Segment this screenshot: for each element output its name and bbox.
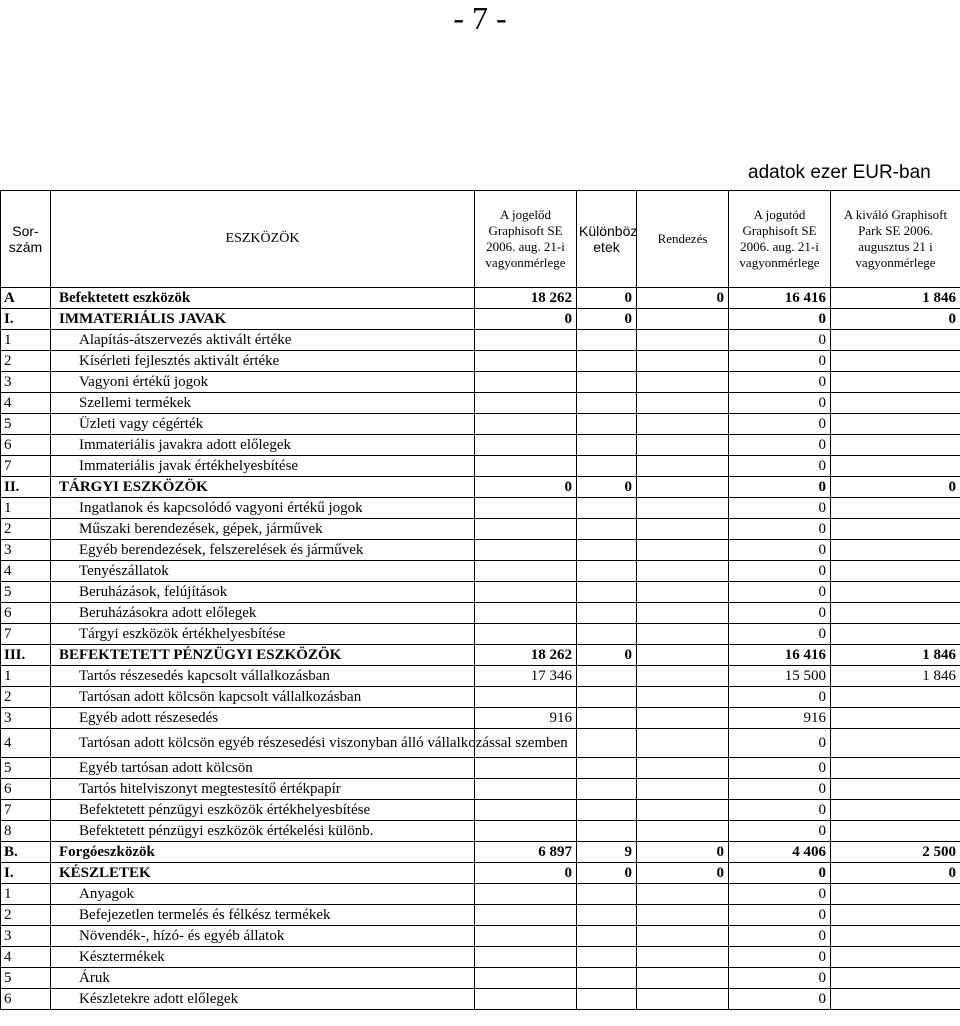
value-differences: 0 — [577, 309, 637, 330]
value-settlement — [637, 603, 729, 624]
value-successor: 0 — [729, 477, 831, 498]
value-settlement — [637, 905, 729, 926]
row-label: Tartósan adott kölcsön kapcsolt vállalkozásban — [51, 687, 475, 708]
value-successor: 0 — [729, 779, 831, 800]
value-differences — [577, 603, 637, 624]
table-header-row — [1, 191, 960, 288]
value-differences — [577, 519, 637, 540]
row-index: II. — [1, 477, 51, 498]
value-settlement — [637, 351, 729, 372]
row-index: III. — [1, 645, 51, 666]
value-spinoff — [831, 582, 960, 603]
value-predecessor — [475, 519, 577, 540]
value-differences — [577, 708, 637, 729]
value-spinoff — [831, 821, 960, 842]
table-row — [1, 863, 960, 884]
table-row — [1, 779, 960, 800]
value-settlement — [637, 821, 729, 842]
row-label: Vagyoni értékű jogok — [51, 372, 475, 393]
row-label: Üzleti vagy cégérték — [51, 414, 475, 435]
value-successor: 0 — [729, 393, 831, 414]
table-row — [1, 729, 960, 758]
table-row — [1, 477, 960, 498]
value-differences — [577, 666, 637, 687]
value-successor: 0 — [729, 561, 831, 582]
value-predecessor — [475, 968, 577, 989]
row-label: Beruházásokra adott előlegek — [51, 603, 475, 624]
table-row — [1, 687, 960, 708]
value-successor: 0 — [729, 905, 831, 926]
value-settlement — [637, 968, 729, 989]
row-label: Tárgyi eszközök értékhelyesbítése — [51, 624, 475, 645]
table-row — [1, 456, 960, 477]
value-settlement — [637, 729, 729, 758]
table-row — [1, 582, 960, 603]
table-row — [1, 498, 960, 519]
table-row — [1, 666, 960, 687]
row-index: 4 — [1, 561, 51, 582]
value-successor: 0 — [729, 309, 831, 330]
value-predecessor — [475, 435, 577, 456]
row-index: 7 — [1, 456, 51, 477]
row-label: BEFEKTETETT PÉNZÜGYI ESZKÖZÖK — [51, 645, 475, 666]
value-successor: 0 — [729, 758, 831, 779]
row-index: 1 — [1, 498, 51, 519]
value-spinoff: 0 — [831, 863, 960, 884]
row-label: IMMATERIÁLIS JAVAK — [51, 309, 475, 330]
value-differences — [577, 351, 637, 372]
value-settlement — [637, 456, 729, 477]
row-label: Késztermékek — [51, 947, 475, 968]
row-label: Befektetett eszközök — [51, 288, 475, 309]
value-successor: 916 — [729, 708, 831, 729]
row-label: Anyagok — [51, 884, 475, 905]
header-differences: Különböz etek — [577, 191, 637, 288]
row-index: A — [1, 288, 51, 309]
value-spinoff — [831, 393, 960, 414]
value-spinoff — [831, 800, 960, 821]
value-predecessor — [475, 561, 577, 582]
row-index: 6 — [1, 603, 51, 624]
table-row — [1, 393, 960, 414]
row-label: Tartósan adott kölcsön egyéb részesedési viszonyban álló vállalkozással szemben — [51, 729, 475, 758]
value-successor: 0 — [729, 800, 831, 821]
table-row — [1, 884, 960, 905]
table-row — [1, 561, 960, 582]
table-row — [1, 351, 960, 372]
row-index: 4 — [1, 729, 51, 758]
row-index: 7 — [1, 624, 51, 645]
table-body — [1, 288, 960, 1010]
value-predecessor — [475, 603, 577, 624]
table-row — [1, 330, 960, 351]
value-differences — [577, 968, 637, 989]
value-predecessor: 916 — [475, 708, 577, 729]
value-predecessor — [475, 624, 577, 645]
value-spinoff: 0 — [831, 477, 960, 498]
row-index: B. — [1, 842, 51, 863]
value-settlement — [637, 561, 729, 582]
table-row — [1, 414, 960, 435]
value-differences — [577, 905, 637, 926]
balance-sheet-table — [0, 190, 960, 1010]
value-settlement — [637, 519, 729, 540]
value-predecessor: 0 — [475, 477, 577, 498]
row-index: 2 — [1, 519, 51, 540]
value-successor: 0 — [729, 498, 831, 519]
table-row — [1, 372, 960, 393]
row-label: Készletekre adott előlegek — [51, 989, 475, 1010]
value-settlement — [637, 758, 729, 779]
value-settlement — [637, 372, 729, 393]
value-predecessor — [475, 372, 577, 393]
table-row — [1, 968, 960, 989]
value-predecessor — [475, 456, 577, 477]
row-label: Immateriális javakra adott előlegek — [51, 435, 475, 456]
value-spinoff — [831, 330, 960, 351]
value-successor: 0 — [729, 603, 831, 624]
value-successor: 0 — [729, 687, 831, 708]
table-row — [1, 800, 960, 821]
row-index: 3 — [1, 926, 51, 947]
value-settlement — [637, 989, 729, 1010]
row-label: Szellemi termékek — [51, 393, 475, 414]
table-row — [1, 309, 960, 330]
value-successor: 0 — [729, 414, 831, 435]
value-settlement — [637, 926, 729, 947]
row-label: KÉSZLETEK — [51, 863, 475, 884]
row-index: 6 — [1, 989, 51, 1010]
value-differences — [577, 498, 637, 519]
header-spinoff: A kiváló Graphisoft Park SE 2006. augusztus 21 i vagyonmérlege — [831, 191, 960, 288]
value-differences — [577, 989, 637, 1010]
value-successor: 0 — [729, 519, 831, 540]
row-index: 2 — [1, 687, 51, 708]
row-label: Növendék-, hízó- és egyéb állatok — [51, 926, 475, 947]
row-index: 5 — [1, 582, 51, 603]
value-differences — [577, 926, 637, 947]
value-successor: 0 — [729, 582, 831, 603]
value-spinoff — [831, 540, 960, 561]
value-successor: 0 — [729, 926, 831, 947]
value-successor: 4 406 — [729, 842, 831, 863]
value-successor: 0 — [729, 435, 831, 456]
row-label: Immateriális javak értékhelyesbítése — [51, 456, 475, 477]
value-successor: 0 — [729, 540, 831, 561]
value-spinoff — [831, 708, 960, 729]
value-settlement — [637, 947, 729, 968]
row-index: 2 — [1, 351, 51, 372]
value-successor: 16 416 — [729, 288, 831, 309]
row-index: 7 — [1, 800, 51, 821]
table-row — [1, 288, 960, 309]
value-predecessor — [475, 779, 577, 800]
value-settlement — [637, 477, 729, 498]
value-spinoff: 1 846 — [831, 666, 960, 687]
value-spinoff: 2 500 — [831, 842, 960, 863]
value-settlement — [637, 330, 729, 351]
value-settlement — [637, 498, 729, 519]
table-row — [1, 821, 960, 842]
row-index: 1 — [1, 884, 51, 905]
value-successor: 16 416 — [729, 645, 831, 666]
header-label: ESZKÖZÖK — [51, 191, 475, 288]
value-spinoff — [831, 687, 960, 708]
value-successor: 0 — [729, 624, 831, 645]
row-index: 4 — [1, 947, 51, 968]
row-label: Egyéb tartósan adott kölcsön — [51, 758, 475, 779]
row-label: TÁRGYI ESZKÖZÖK — [51, 477, 475, 498]
row-index: 3 — [1, 372, 51, 393]
value-settlement — [637, 666, 729, 687]
row-label: Ingatlanok és kapcsolódó vagyoni értékű jogok — [51, 498, 475, 519]
value-predecessor — [475, 582, 577, 603]
table-row — [1, 603, 960, 624]
value-spinoff — [831, 435, 960, 456]
value-settlement — [637, 309, 729, 330]
value-predecessor — [475, 947, 577, 968]
value-differences — [577, 561, 637, 582]
row-label: Alapítás-átszervezés aktivált értéke — [51, 330, 475, 351]
value-differences — [577, 821, 637, 842]
value-predecessor: 17 346 — [475, 666, 577, 687]
value-successor: 0 — [729, 947, 831, 968]
value-differences — [577, 435, 637, 456]
value-predecessor — [475, 351, 577, 372]
value-settlement — [637, 884, 729, 905]
value-predecessor — [475, 758, 577, 779]
row-label: Forgóeszközök — [51, 842, 475, 863]
row-label: Befejezetlen termelés és félkész termékek — [51, 905, 475, 926]
value-spinoff — [831, 603, 960, 624]
value-successor: 0 — [729, 729, 831, 758]
value-spinoff: 1 846 — [831, 288, 960, 309]
value-spinoff — [831, 372, 960, 393]
value-spinoff — [831, 947, 960, 968]
value-differences: 0 — [577, 863, 637, 884]
row-index: I. — [1, 863, 51, 884]
value-differences — [577, 582, 637, 603]
row-index: 5 — [1, 968, 51, 989]
value-spinoff: 1 846 — [831, 645, 960, 666]
value-spinoff — [831, 989, 960, 1010]
value-spinoff — [831, 414, 960, 435]
value-successor: 0 — [729, 989, 831, 1010]
value-predecessor — [475, 821, 577, 842]
value-differences — [577, 624, 637, 645]
table-row — [1, 842, 960, 863]
value-settlement — [637, 779, 729, 800]
value-differences — [577, 456, 637, 477]
value-settlement — [637, 687, 729, 708]
value-spinoff — [831, 926, 960, 947]
value-settlement: 0 — [637, 842, 729, 863]
value-spinoff — [831, 968, 960, 989]
value-differences — [577, 729, 637, 758]
value-spinoff — [831, 624, 960, 645]
row-label: Áruk — [51, 968, 475, 989]
table-row — [1, 624, 960, 645]
value-successor: 0 — [729, 351, 831, 372]
value-differences — [577, 414, 637, 435]
value-spinoff — [831, 758, 960, 779]
row-index: 5 — [1, 758, 51, 779]
value-spinoff — [831, 884, 960, 905]
page-number: - 7 - — [453, 0, 507, 36]
table-row — [1, 989, 960, 1010]
header-index: Sor- szám — [1, 191, 51, 288]
header-settlement: Rendezés — [637, 191, 729, 288]
table-row — [1, 708, 960, 729]
value-settlement: 0 — [637, 863, 729, 884]
header-predecessor: A jogelőd Graphisoft SE 2006. aug. 21-i vagyonmérlege — [475, 191, 577, 288]
table-row — [1, 905, 960, 926]
value-differences — [577, 884, 637, 905]
row-index: 4 — [1, 393, 51, 414]
value-settlement — [637, 645, 729, 666]
table-row — [1, 926, 960, 947]
value-predecessor — [475, 905, 577, 926]
row-label: Műszaki berendezések, gépek, járművek — [51, 519, 475, 540]
value-successor: 0 — [729, 330, 831, 351]
value-spinoff — [831, 519, 960, 540]
table-row — [1, 758, 960, 779]
row-index: 1 — [1, 330, 51, 351]
value-settlement — [637, 435, 729, 456]
row-label: Egyéb berendezések, felszerelések és járművek — [51, 540, 475, 561]
value-predecessor — [475, 498, 577, 519]
value-differences: 0 — [577, 477, 637, 498]
value-differences — [577, 540, 637, 561]
value-successor: 0 — [729, 968, 831, 989]
value-differences — [577, 779, 637, 800]
table-row — [1, 947, 960, 968]
value-differences: 0 — [577, 288, 637, 309]
value-settlement: 0 — [637, 288, 729, 309]
row-index: 8 — [1, 821, 51, 842]
value-settlement — [637, 800, 729, 821]
row-label: Tartós részesedés kapcsolt vállalkozásban — [51, 666, 475, 687]
value-differences — [577, 372, 637, 393]
value-spinoff — [831, 498, 960, 519]
value-spinoff — [831, 561, 960, 582]
row-label: Tartós hitelviszonyt megtestesítő értékpapír — [51, 779, 475, 800]
table-row — [1, 435, 960, 456]
row-label: Befektetett pénzügyi eszközök értékelési különb. — [51, 821, 475, 842]
value-spinoff: 0 — [831, 309, 960, 330]
value-settlement — [637, 540, 729, 561]
value-predecessor — [475, 800, 577, 821]
value-predecessor — [475, 330, 577, 351]
header-successor: A jogutód Graphisoft SE 2006. aug. 21-i vagyonmérlege — [729, 191, 831, 288]
value-successor: 0 — [729, 884, 831, 905]
value-differences — [577, 800, 637, 821]
row-index: 6 — [1, 779, 51, 800]
row-index: 1 — [1, 666, 51, 687]
value-settlement — [637, 393, 729, 414]
value-spinoff — [831, 729, 960, 758]
value-predecessor — [475, 414, 577, 435]
value-differences — [577, 947, 637, 968]
value-successor: 0 — [729, 456, 831, 477]
row-index: 2 — [1, 905, 51, 926]
value-settlement — [637, 624, 729, 645]
units-note: adatok ezer EUR-ban — [748, 162, 931, 183]
row-index: 3 — [1, 540, 51, 561]
value-predecessor: 18 262 — [475, 645, 577, 666]
value-differences: 0 — [577, 645, 637, 666]
value-predecessor: 6 897 — [475, 842, 577, 863]
value-differences — [577, 758, 637, 779]
value-predecessor: 0 — [475, 309, 577, 330]
row-index: 5 — [1, 414, 51, 435]
value-predecessor — [475, 687, 577, 708]
table-row — [1, 645, 960, 666]
row-label: Beruházások, felújítások — [51, 582, 475, 603]
value-differences — [577, 330, 637, 351]
row-label: Tenyészállatok — [51, 561, 475, 582]
value-spinoff — [831, 905, 960, 926]
value-predecessor — [475, 926, 577, 947]
row-index: I. — [1, 309, 51, 330]
row-label: Kísérleti fejlesztés aktivált értéke — [51, 351, 475, 372]
value-predecessor — [475, 393, 577, 414]
row-label: Befektetett pénzügyi eszközök értékhelyesbítése — [51, 800, 475, 821]
value-settlement — [637, 708, 729, 729]
value-differences: 9 — [577, 842, 637, 863]
value-successor: 15 500 — [729, 666, 831, 687]
table-row — [1, 540, 960, 561]
row-label: Egyéb adott részesedés — [51, 708, 475, 729]
value-spinoff — [831, 351, 960, 372]
value-successor: 0 — [729, 821, 831, 842]
value-differences — [577, 393, 637, 414]
value-spinoff — [831, 779, 960, 800]
value-settlement — [637, 582, 729, 603]
value-predecessor — [475, 540, 577, 561]
value-predecessor: 18 262 — [475, 288, 577, 309]
value-predecessor — [475, 989, 577, 1010]
value-differences — [577, 687, 637, 708]
row-index: 6 — [1, 435, 51, 456]
table-row — [1, 519, 960, 540]
value-predecessor — [475, 884, 577, 905]
row-index: 3 — [1, 708, 51, 729]
value-settlement — [637, 414, 729, 435]
value-successor: 0 — [729, 372, 831, 393]
value-spinoff — [831, 456, 960, 477]
value-predecessor: 0 — [475, 863, 577, 884]
value-successor: 0 — [729, 863, 831, 884]
